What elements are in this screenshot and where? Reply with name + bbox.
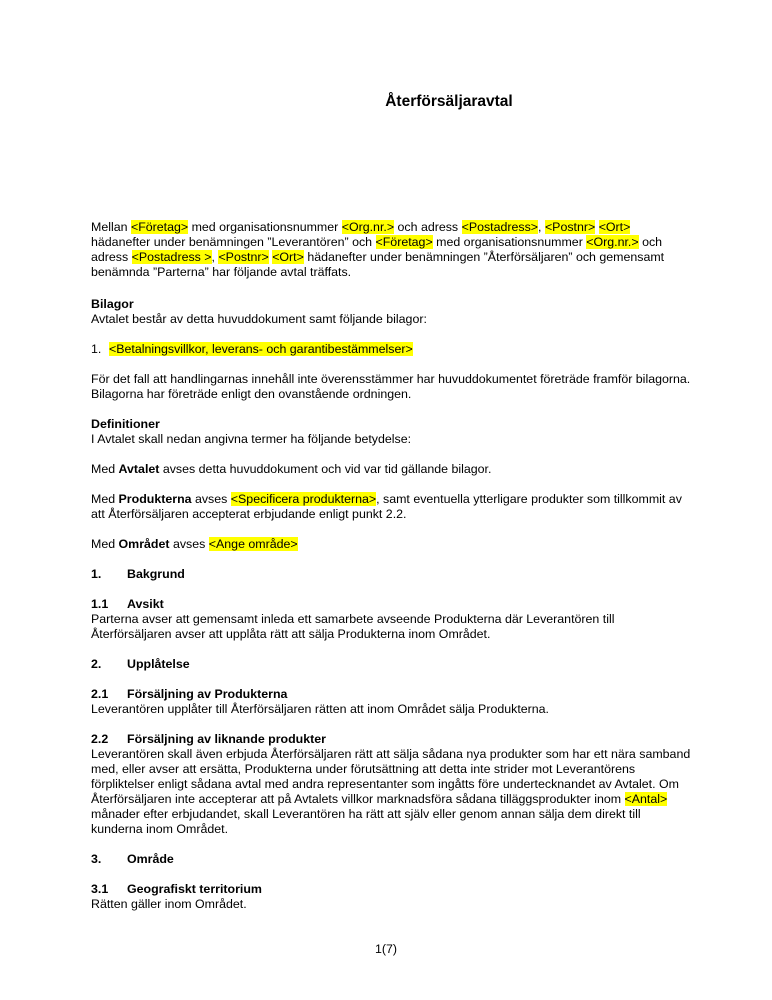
placeholder-company: <Företag> — [130, 220, 189, 234]
placeholder-address: <Postadress> — [461, 220, 539, 234]
document-body — [91, 220, 691, 912]
section-3-1 — [91, 882, 691, 912]
section-2-1-heading: 2.1 Försäljning av Produkterna — [91, 687, 288, 701]
definition-omradet: Med Området avses <Ange område> — [91, 537, 298, 551]
section-1-1-heading: 1.1 Avsikt — [91, 597, 164, 611]
section-2-2-heading: 2.2 Försäljning av liknande produkter — [91, 732, 326, 746]
section-2-2-text: Leverantören skall även erbjuda Återförsäljaren rätt att sälja sådana nya produkter som har ett nära samband med, eller avser att ersätta, Produkterna under förutsättning att detta inte strider mot Leverantörens förpliktelser enligt sådana avtal med andra representanter som ingåtts före undertecknandet av Avtalet. Om Återförsäljaren inte accepterar att på Avtalets villkor marknadsföra sådana tilläggsprodukter inom <Antal> månader efter erbjudandet, skall Leverantören ha rätt att själv eller genom annan sälja dem direkt till kunderna inom Området. — [91, 747, 691, 836]
intro-paragraph: Mellan <Företag> med organisationsnummer <Org.nr.> och adress <Postadress>, <Postnr> <Ort> hädanefter under benämningen ”Leverantören” och <Företag> med organisationsnummer <Org.nr.> och adress <Postadress >, <Postnr> <Ort> hädanefter under benämningen ”Återförsäljaren” och gemensamt benämnda ”Parterna” har följande avtal träffats. — [91, 220, 665, 279]
definitioner-heading: Definitioner — [91, 417, 160, 431]
placeholder-city: <Ort> — [598, 220, 631, 234]
placeholder-area: <Ange område> — [208, 537, 298, 551]
placeholder-orgnr: <Org.nr.> — [341, 220, 395, 234]
section-1-1-text: Parterna avser att gemensamt inleda ett samarbete avseende Produkterna där Leverantören till Återförsäljaren avser att upplåta rätt att sälja Produkterna inom Området. — [91, 612, 615, 641]
section-3-heading: 3. Område — [91, 852, 174, 866]
section-2-1 — [91, 687, 691, 717]
bilagor-text: Avtalet består av detta huvuddokument samt följande bilagor: — [91, 312, 427, 326]
placeholder-products: <Specificera produkterna> — [230, 492, 377, 506]
placeholder-company-2: <Företag> — [375, 235, 433, 249]
section-3-1-text: Rätten gäller inom Området. — [91, 897, 247, 911]
placeholder-city-2: <Ort> — [272, 250, 304, 264]
bilagor-section — [91, 297, 691, 327]
placeholder-postnr-2: <Postnr> — [218, 250, 269, 264]
bilagor-heading: Bilagor — [91, 297, 134, 311]
placeholder-address-2: <Postadress > — [131, 250, 212, 264]
page-number: 1(7) — [374, 942, 398, 956]
bilagor-precedence-text: För det fall att handlingarnas innehåll inte överensstämmer har huvuddokumentet företräde framför bilagorna. Bilagorna har företräde enligt den ovanstående ordningen. — [91, 372, 691, 401]
placeholder-months: <Antal> — [624, 792, 668, 806]
section-2-2 — [91, 732, 691, 837]
section-2-1-text: Leverantören upplåter till Återförsäljaren rätten att inom Området sälja Produkterna. — [91, 702, 549, 716]
section-1-1 — [91, 597, 691, 642]
section-1-heading: 1. Bakgrund — [91, 567, 185, 581]
section-2-heading: 2. Upplåtelse — [91, 657, 190, 671]
definitioner-section — [91, 417, 691, 447]
placeholder-appendix: <Betalningsvillkor, leverans- och garantibestämmelser> — [109, 342, 413, 356]
section-3-1-heading: 3.1 Geografiskt territorium — [91, 882, 262, 896]
definition-avtalet: Med Avtalet avses detta huvuddokument och vid var tid gällande bilagor. — [91, 462, 492, 476]
document-title: Återförsäljaravtal — [385, 93, 513, 110]
placeholder-postnr: <Postnr> — [544, 220, 596, 234]
placeholder-orgnr-2: <Org.nr.> — [586, 235, 639, 249]
definition-produkterna: Med Produkterna avses <Specificera produkterna>, samt eventuella ytterligare produkter som tillkommit av att Återförsäljaren accepterat erbjudande enligt punkt 2.2. — [91, 492, 682, 521]
definitioner-text: I Avtalet skall nedan angivna termer ha följande betydelse: — [91, 432, 412, 446]
bilagor-list-item: 1. <Betalningsvillkor, leverans- och garantibestämmelser> — [91, 342, 413, 356]
